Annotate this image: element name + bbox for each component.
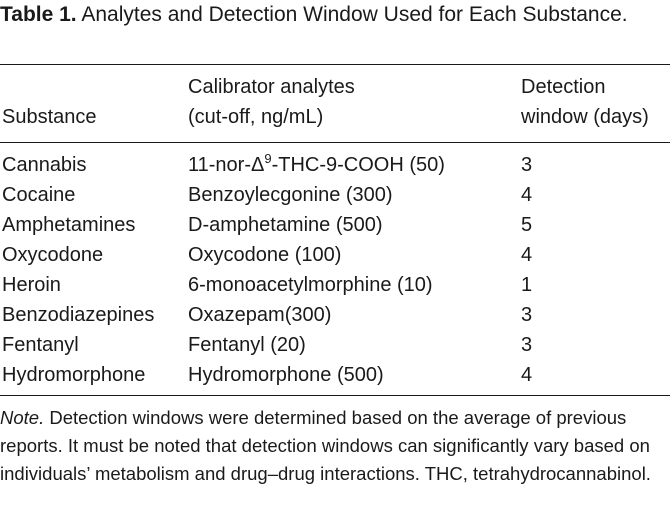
- table-title: Analytes and Detection Window Used for Each Substance.: [81, 3, 628, 26]
- table-row: [0, 180, 670, 210]
- days-cell: 3: [521, 334, 533, 356]
- substance-cell: Cannabis: [2, 154, 87, 176]
- analyte-cell: 6-monoacetylmorphine (10): [188, 274, 433, 296]
- substance-cell: Hydromorphone: [2, 364, 146, 386]
- analyte-cell: [188, 150, 445, 180]
- table-row: [0, 270, 670, 300]
- substance-cell: Amphetamines: [2, 214, 136, 236]
- note-label: Note.: [0, 407, 45, 428]
- bottom-rule: [0, 395, 670, 396]
- table-row: [0, 240, 670, 270]
- header-substance: Substance: [2, 106, 97, 128]
- analyte-cell: Oxazepam(300): [188, 304, 332, 326]
- header-window-line2: window (days): [521, 106, 649, 128]
- header-analytes-line1: Calibrator analytes: [188, 76, 355, 98]
- note-text: Detection windows were determined based on the average of previous reports. It must be noted that detection windows can significantly vary based on individuals’ metabolism and drug–drug interactions. THC, tetrahydrocannabinol.: [0, 407, 651, 484]
- analyte-cell: Fentanyl (20): [188, 334, 306, 356]
- substance-cell: Heroin: [2, 274, 61, 296]
- table-caption: [0, 0, 640, 30]
- table-note: [0, 404, 670, 488]
- table-row: [0, 330, 670, 360]
- substance-cell: Oxycodone: [2, 244, 104, 266]
- days-cell: 4: [521, 184, 533, 206]
- table-label: Table 1.: [0, 3, 77, 26]
- substance-cell: Cocaine: [2, 184, 76, 206]
- days-cell: 5: [521, 214, 533, 236]
- analyte-cell: Benzoylecgonine (300): [188, 184, 393, 206]
- days-cell: 3: [521, 154, 533, 176]
- analyte-suffix: -THC-9-COOH (50): [271, 154, 445, 176]
- analyte-prefix: 11-nor-Δ: [188, 154, 265, 176]
- analyte-cell: D-amphetamine (500): [188, 214, 383, 236]
- substance-cell: Benzodiazepines: [2, 304, 155, 326]
- days-cell: 1: [521, 274, 533, 296]
- header-rule: [0, 142, 670, 143]
- days-cell: 4: [521, 364, 533, 386]
- analyte-cell: Oxycodone (100): [188, 244, 342, 266]
- days-cell: 4: [521, 244, 533, 266]
- header-analytes-line2: (cut-off, ng/mL): [188, 106, 324, 128]
- substance-cell: Fentanyl: [2, 334, 79, 356]
- analyte-superscript: 9: [264, 151, 272, 166]
- header-window-line1: Detection: [521, 76, 606, 98]
- days-cell: 3: [521, 304, 533, 326]
- table-row: [0, 300, 670, 330]
- table-row: [0, 150, 670, 180]
- table-row: [0, 360, 670, 390]
- top-rule: [0, 64, 670, 65]
- table-row: [0, 210, 670, 240]
- analyte-cell: Hydromorphone (500): [188, 364, 384, 386]
